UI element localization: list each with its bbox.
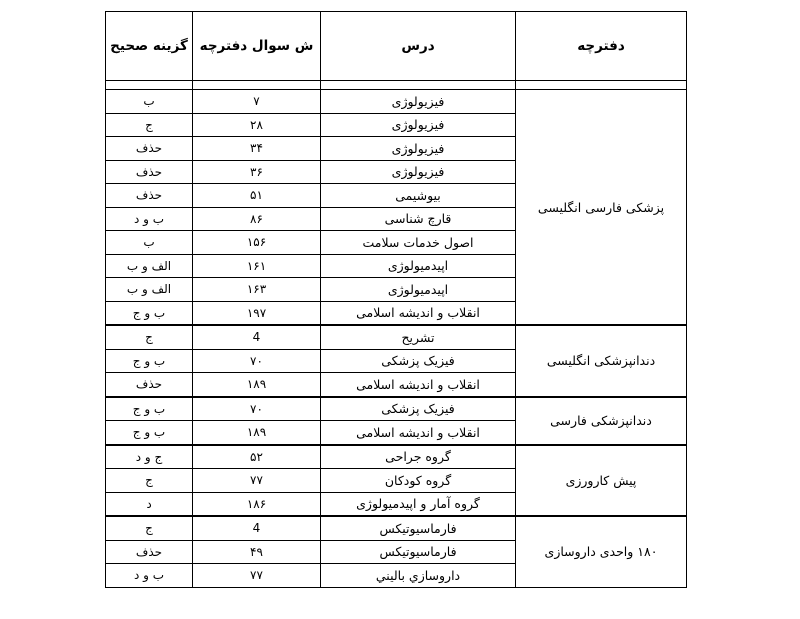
question-number-cell: ۲۸ [193, 113, 321, 137]
course-cell: فیزیولوژی [321, 113, 516, 137]
booklet-cell: دندانپزشکی فارسی [516, 397, 687, 445]
question-number-cell: ۷۰ [193, 397, 321, 421]
answer-cell: ج [106, 469, 193, 493]
answer-cell: حذف [106, 184, 193, 208]
course-cell: گروه جراحی [321, 445, 516, 469]
course-cell: انقلاب و اندیشه اسلامی [321, 373, 516, 397]
course-cell: اپیدمیولوژی [321, 254, 516, 278]
answer-cell: ب و ج [106, 301, 193, 325]
question-number-cell: ۷ [193, 90, 321, 114]
booklet-cell: دندانپزشکی انگلیسی [516, 325, 687, 397]
question-number-cell: ۱۸۶ [193, 492, 321, 516]
booklet-cell: پیش کارورزی [516, 445, 687, 517]
header-question-number: ش سوال دفترچه [193, 12, 321, 81]
course-cell: گروه کودکان [321, 469, 516, 493]
course-cell: داروسازي باليني [321, 564, 516, 588]
answer-cell: حذف [106, 160, 193, 184]
question-number-cell: ۳۶ [193, 160, 321, 184]
question-number-cell: ۷۷ [193, 469, 321, 493]
question-number-cell: ۴۹ [193, 540, 321, 564]
question-number-cell: ۱۸۹ [193, 421, 321, 445]
question-number-cell: 4 [193, 325, 321, 349]
question-number-cell: ۱۹۷ [193, 301, 321, 325]
header-booklet: دفترچه [516, 12, 687, 81]
course-cell: بیوشیمی [321, 184, 516, 208]
course-cell: فیزیک پزشکی [321, 349, 516, 373]
answer-cell: حذف [106, 137, 193, 161]
course-cell: اپیدمیولوژی [321, 278, 516, 302]
answer-cell: ب [106, 231, 193, 255]
answer-cell: ب [106, 90, 193, 114]
answer-cell: ب و د [106, 207, 193, 231]
question-number-cell: ۵۱ [193, 184, 321, 208]
question-number-cell: ۷۰ [193, 349, 321, 373]
spacer-cell [321, 81, 516, 90]
table-row [106, 397, 687, 421]
answer-cell: ب و ج [106, 349, 193, 373]
question-number-cell: ۱۵۶ [193, 231, 321, 255]
table-row [106, 445, 687, 469]
question-number-cell: ۵۲ [193, 445, 321, 469]
answer-cell: د [106, 492, 193, 516]
course-cell: فیزیولوژی [321, 160, 516, 184]
answer-cell: ج [106, 516, 193, 540]
table-row [106, 516, 687, 540]
answer-cell: حذف [106, 540, 193, 564]
answer-cell: الف و ب [106, 278, 193, 302]
course-cell: فیزیولوژی [321, 90, 516, 114]
spacer-cell [193, 81, 321, 90]
question-number-cell: 4 [193, 516, 321, 540]
spacer-cell [516, 81, 687, 90]
answer-cell: ج [106, 113, 193, 137]
course-cell: قارچ شناسی [321, 207, 516, 231]
question-number-cell: ۸۶ [193, 207, 321, 231]
course-cell: گروه آمار و اپیدمیولوژی [321, 492, 516, 516]
course-cell: تشریح [321, 325, 516, 349]
header-course: درس [321, 12, 516, 81]
course-cell: فارماسیوتیکس [321, 516, 516, 540]
spacer-cell [106, 81, 193, 90]
table-row [106, 325, 687, 349]
table-row [106, 90, 687, 114]
answer-cell: ب و د [106, 564, 193, 588]
answer-cell: الف و ب [106, 254, 193, 278]
answer-cell: ب و ج [106, 421, 193, 445]
answer-key-table [105, 11, 687, 588]
course-cell: فیزیک پزشکی [321, 397, 516, 421]
course-cell: انقلاب و اندیشه اسلامی [321, 421, 516, 445]
header-answer: گزینه صحیح [106, 12, 193, 81]
question-number-cell: ۱۶۳ [193, 278, 321, 302]
answer-cell: حذف [106, 373, 193, 397]
answer-cell: ج [106, 325, 193, 349]
course-cell: فارماسیوتیکس [321, 540, 516, 564]
header-row [106, 12, 687, 81]
booklet-cell: ۱۸۰ واحدی داروسازی [516, 516, 687, 587]
booklet-cell: پزشکی فارسی انگلیسی [516, 90, 687, 326]
course-cell: انقلاب و اندیشه اسلامی [321, 301, 516, 325]
table-body [106, 81, 687, 588]
question-number-cell: ۳۴ [193, 137, 321, 161]
course-cell: فیزیولوژی [321, 137, 516, 161]
question-number-cell: ۷۷ [193, 564, 321, 588]
course-cell: اصول خدمات سلامت [321, 231, 516, 255]
question-number-cell: ۱۸۹ [193, 373, 321, 397]
header-spacer-row [106, 81, 687, 90]
answer-cell: ج و د [106, 445, 193, 469]
answer-cell: ب و ج [106, 397, 193, 421]
question-number-cell: ۱۶۱ [193, 254, 321, 278]
